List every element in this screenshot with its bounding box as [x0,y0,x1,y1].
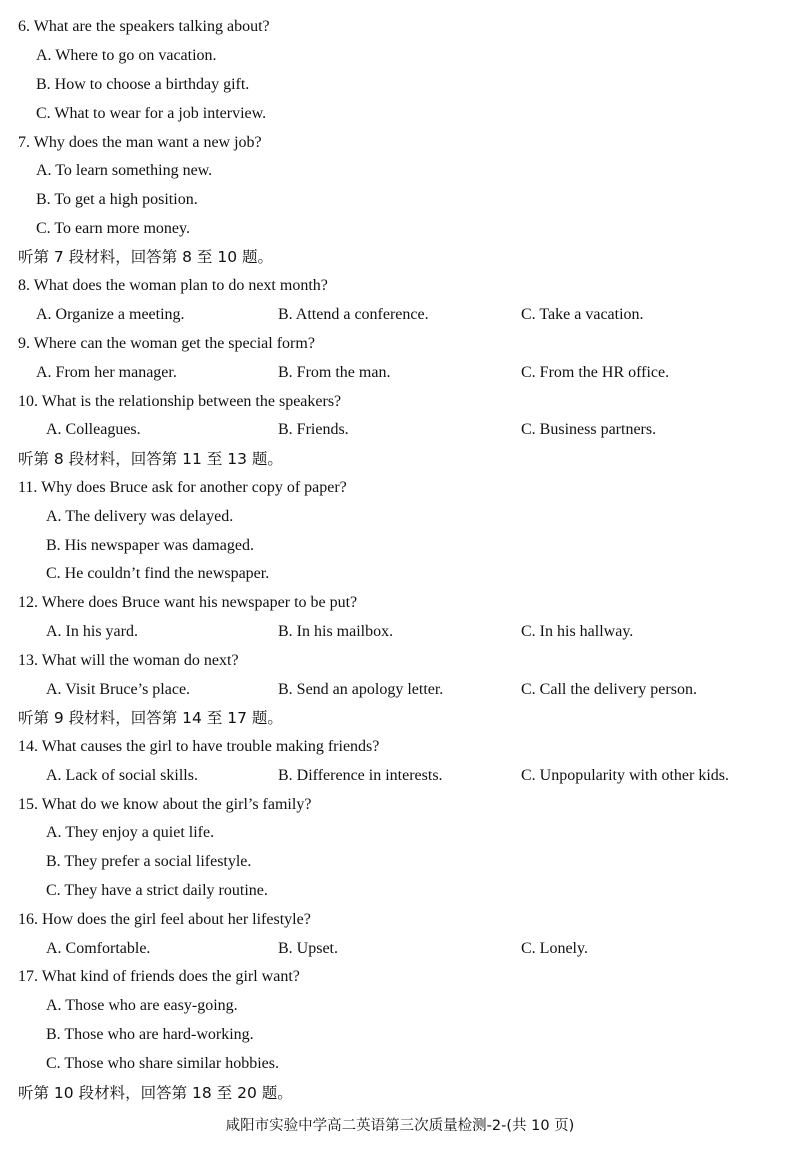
q10-option-b: B. Friends. [278,421,349,438]
q6-option-a: A. Where to go on vacation. [36,47,217,64]
q15-option-b: B. They prefer a social lifestyle. [46,853,252,870]
q7-option-c: C. To earn more money. [36,220,190,237]
q10-option-c: C. Business partners. [521,421,657,438]
q14-options [0,762,800,790]
question-15: 15. What do we know about the girl’s family? [18,796,312,813]
q8-option-b: B. Attend a conference. [278,306,429,323]
question-16: 16. How does the girl feel about her lifestyle? [18,911,311,928]
q6-option-b: B. How to choose a birthday gift. [36,76,250,93]
q17-option-b: B. Those who are hard-working. [46,1026,254,1043]
q12-option-a: A. In his yard. [46,623,138,640]
question-13: 13. What will the woman do next? [18,652,239,669]
q16-option-a: A. Comfortable. [46,940,151,957]
q9-option-a: A. From her manager. [36,364,177,381]
question-7: 7. Why does the man want a new job? [18,134,262,151]
question-6: 6. What are the speakers talking about? [18,18,270,35]
q13-option-b: B. Send an apology letter. [278,681,444,698]
question-12: 12. Where does Bruce want his newspaper to be put? [18,594,358,611]
q16-options [0,935,800,963]
question-8: 8. What does the woman plan to do next month? [18,277,328,294]
q10-option-a: A. Colleagues. [46,421,141,438]
q10-options [0,416,800,444]
q12-option-b: B. In his mailbox. [278,623,394,640]
q14-option-b: B. Difference in interests. [278,767,443,784]
q8-options [0,301,800,329]
q11-option-a: A. The delivery was delayed. [46,508,234,525]
q11-option-c: C. He couldn’t find the newspaper. [46,565,270,582]
q11-option-b: B. His newspaper was damaged. [46,537,254,554]
section-7-instruction: 听第 7 段材料，回答第 8 至 10 题。 [18,248,274,266]
question-17: 17. What kind of friends does the girl want? [18,968,300,985]
q17-option-a: A. Those who are easy-going. [46,997,238,1014]
question-11: 11. Why does Bruce ask for another copy of paper? [18,479,347,496]
q9-options [0,359,800,387]
q9-option-b: B. From the man. [278,364,391,381]
q15-option-a: A. They enjoy a quiet life. [46,824,215,841]
q8-option-c: C. Take a vacation. [521,306,644,323]
q12-options [0,618,800,646]
q14-option-a: A. Lack of social skills. [46,767,198,784]
q7-option-b: B. To get a high position. [36,191,198,208]
section-10-instruction: 听第 10 段材料，回答第 18 至 20 题。 [18,1084,293,1102]
q17-option-c: C. Those who share similar hobbies. [46,1055,280,1072]
question-10: 10. What is the relationship between the speakers? [18,393,342,410]
q12-option-c: C. In his hallway. [521,623,634,640]
question-9: 9. Where can the woman get the special form? [18,335,315,352]
q8-option-a: A. Organize a meeting. [36,306,185,323]
q13-option-a: A. Visit Bruce’s place. [46,681,191,698]
q14-option-c: C. Unpopularity with other kids. [521,767,729,784]
question-14: 14. What causes the girl to have trouble making friends? [18,738,380,755]
section-8-instruction: 听第 8 段材料，回答第 11 至 13 题。 [18,450,283,468]
q13-option-c: C. Call the delivery person. [521,681,697,698]
q16-option-b: B. Upset. [278,940,338,957]
q7-option-a: A. To learn something new. [36,162,213,179]
q13-options [0,676,800,704]
q6-option-c: C. What to wear for a job interview. [36,105,267,122]
section-9-instruction: 听第 9 段材料，回答第 14 至 17 题。 [18,709,283,727]
q16-option-c: C. Lonely. [521,940,588,957]
page-footer: 咸阳市实验中学高二英语第三次质量检测-2-(共 10 页) [225,1118,575,1134]
q15-option-c: C. They have a strict daily routine. [46,882,268,899]
q9-option-c: C. From the HR office. [521,364,670,381]
